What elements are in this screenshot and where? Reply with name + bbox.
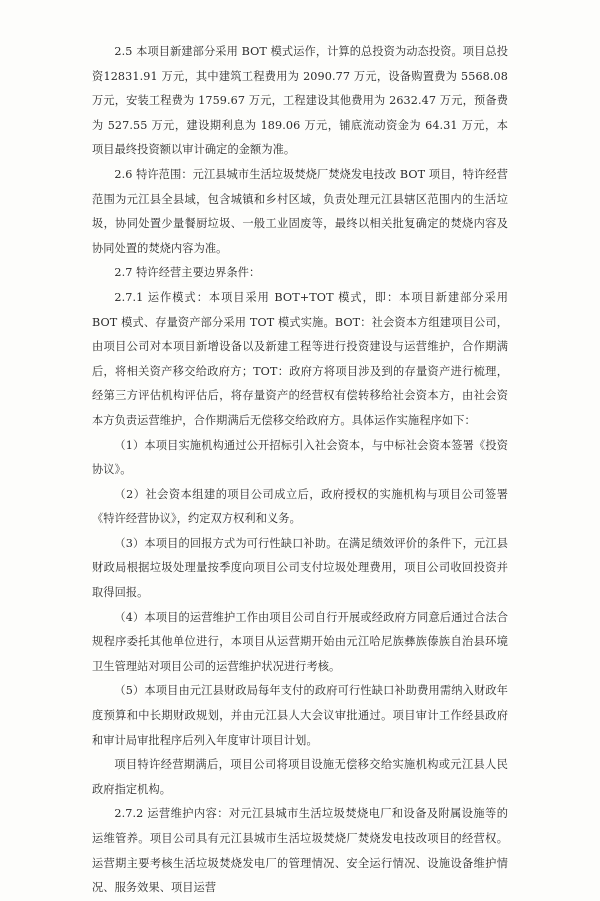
paragraph-2-7-2: 2.7.2 运营维护内容：对元江县城市生活垃圾焚烧电厂和设备及附属设施等的运维管养。项目公司具有元江县城市生活垃圾焚烧厂焚烧发电技改项目的经营权。运营期主要考核生活垃圾焚烧发电厂的管理情况、安全运行情况、设施设备维护情况、服务效果、项目运营 — [92, 807, 508, 895]
paragraph-2-7-heading: 2.7 特许经营主要边界条件： — [114, 266, 261, 280]
paragraph-2-6: 2.6 特许范围：元江县城市生活垃圾焚烧厂焚烧发电技改 BOT 项目，特许经营范围为元江县全县域，包含城镇和乡村区域，负责处理元江县辖区范围内的生活垃圾，协同处置少量餐厨垃圾、一般工业固废等，最终以相关批复确定的焚烧内容及协同处置的焚烧内容为准。 — [92, 167, 508, 255]
list-item-3: （3）本项目的回报方式为可行性缺口补助。在满足绩效评价的条件下，元江县财政局根据垃圾处理量按季度向项目公司支付垃圾处理费用，项目公司收回投资并取得回报。 — [92, 536, 508, 600]
paragraph-2-7-1: 2.7.1 运作模式：本项目采用 BOT+TOT 模式，即：本项目新建部分采用 BOT 模式、存量资产部分采用 TOT 模式实施。BOT：社会资本方组建项目公司，由项目公司对本项目新增设备以及新建工程等进行投资建设与运营维护，合作期满后，将相关资产移交给政府方；TOT：政府方将项目涉及到的存量资产进行梳理，经第三方评估机构评估后，将存量资产的经营权有偿转移给社会资本方，由社会资本方负责运营维护，合作期满后无偿移交给政府方。具体运作实施程序如下： — [92, 290, 508, 427]
list-item-2: （2）社会资本组建的项目公司成立后，政府授权的实施机构与项目公司签署《特许经营协议》，约定双方权利和义务。 — [92, 487, 508, 526]
paragraph-handover: 项目特许经营期满后，项目公司将项目设施无偿移交给实施机构或元江县人民政府指定机构。 — [92, 758, 508, 796]
list-item-1: （1）本项目实施机构通过公开招标引入社会资本，与中标社会资本签署《投资协议》。 — [92, 438, 508, 477]
paragraph-2-5: 2.5 本项目新建部分采用 BOT 模式运作，计算的总投资为动态投资。项目总投资12831.91 万元，其中建筑工程费用为 2090.77 万元，设备购置费为 5568.08 万元，安装工程费为 1759.67 万元，工程建设其他费用为 2632.47 万元，预备费为 527.55 万元，建设期利息为 189.06 万元，铺底流动资金为 64.31 万元，本项目最终投资额以审计确定的金额为准。 — [92, 45, 508, 157]
list-item-5: （5）本项目由元江县财政局每年支付的政府可行性缺口补助费用需纳入财政年度预算和中长期财政规划，并由元江县人大会议审批通过。项目审计工作经县政府和审计局审批程序后列入年度审计项目计划。 — [92, 684, 508, 747]
list-item-4: （4）本项目的运营维护工作由项目公司自行开展或经政府方同意后通过合法合规程序委托其他单位进行，本项目从运营期开始由元江哈尼族彝族傣族自治县环境卫生管理站对项目公司的运营维护状况进行考核。 — [92, 610, 508, 673]
